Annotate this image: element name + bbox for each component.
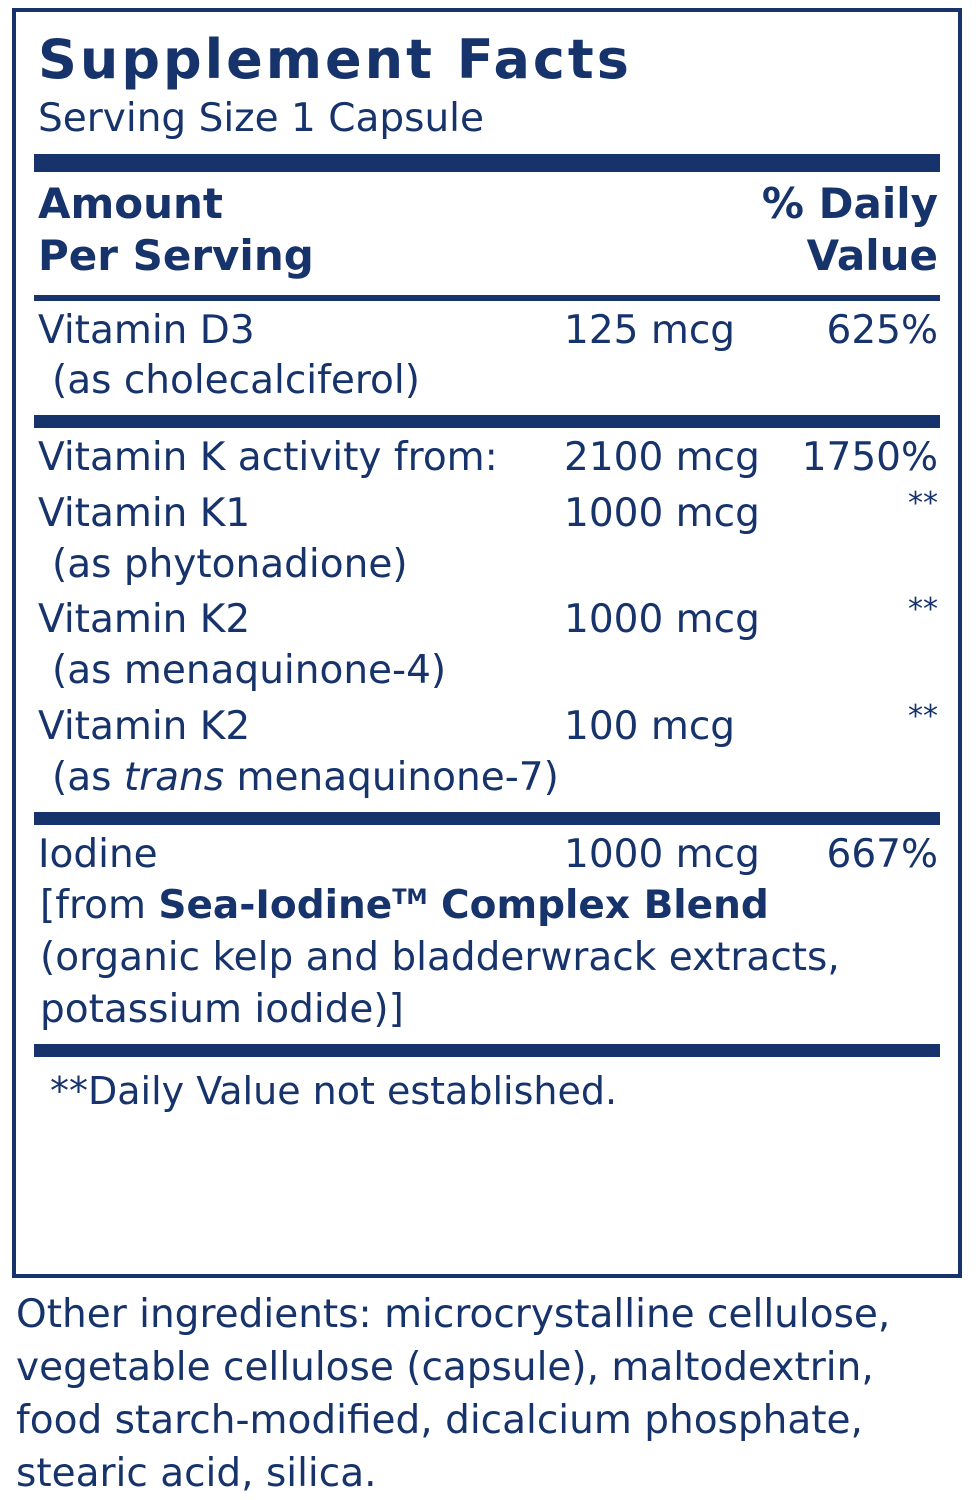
daily-value-footnote: **Daily Value not established. [50,1069,618,1114]
nutrient-source: (as phytonadione) [52,541,408,587]
blend-brand: Sea-Iodine [158,883,393,929]
nutrient-name: Iodine [38,831,158,877]
header-amount-line2: Per Serving [38,231,314,281]
nutrient-daily-value: ** [908,592,938,628]
nutrient-daily-value: 625% [826,307,938,353]
nutrient-row [34,697,940,753]
page-title: Supplement Facts [38,28,632,91]
nutrient-row [34,590,940,646]
blend-name: Complex Blend [427,883,769,929]
nutrient-name: Vitamin K2 [38,704,251,750]
nutrient-name: Vitamin K2 [38,597,251,643]
divider-before-footnote [34,1044,940,1057]
source-prefix: (as [52,754,124,800]
facts-box [12,8,962,1278]
nutrient-row [34,825,940,881]
nutrient-amount: 1000 mcg [564,490,760,536]
divider-after-vitamink [34,812,940,825]
nutrient-daily-value: 1750% [801,435,938,481]
nutrient-source [34,753,940,804]
nutrient-amount: 100 mcg [564,704,736,750]
divider-thick-top [34,154,940,172]
nutrient-name: Vitamin K1 [38,490,251,536]
iodine-blend-line1 [40,880,938,932]
nutrient-daily-value: ** [908,485,938,521]
nutrient-name: Vitamin D3 [38,307,255,353]
header-dv-line2: Value [806,231,938,281]
nutrient-daily-value: 667% [826,831,938,877]
source-suffix: menaquinone-7) [224,754,559,800]
nutrient-row [34,484,940,540]
column-headers [34,172,940,287]
iodine-blend-line3: potassium iodide)] [40,987,404,1033]
source-italic: trans [123,754,225,800]
blend-prefix: [from [40,883,159,929]
nutrient-name: Vitamin K activity from: [38,435,498,481]
nutrient-amount: 1000 mcg [564,597,760,643]
iodine-blend-detail [34,880,940,1036]
nutrient-amount: 1000 mcg [564,831,760,877]
iodine-blend-line2: (organic kelp and bladderwrack extracts, [40,935,840,981]
nutrient-row [34,428,940,484]
header-dv-line1: % Daily [761,178,938,228]
other-ingredients: Other ingredients: microcrystalline cellulose, vegetable cellulose (capsule), maltodextrin, food starch-modified, dicalcium phosphate, stearic acid, silica. [16,1292,891,1497]
serving-size: Serving Size 1 Capsule [38,95,484,141]
header-amount-line1: Amount [38,178,224,228]
nutrient-source: (as menaquinone-4) [52,648,447,694]
trademark-mark: TM [392,885,428,910]
nutrient-row [34,301,940,357]
nutrient-amount: 125 mcg [564,307,736,353]
nutrient-daily-value: ** [908,699,938,735]
nutrient-amount: 2100 mcg [564,435,760,481]
nutrient-source: (as cholecalciferol) [52,358,420,404]
divider-after-d3 [34,415,940,428]
